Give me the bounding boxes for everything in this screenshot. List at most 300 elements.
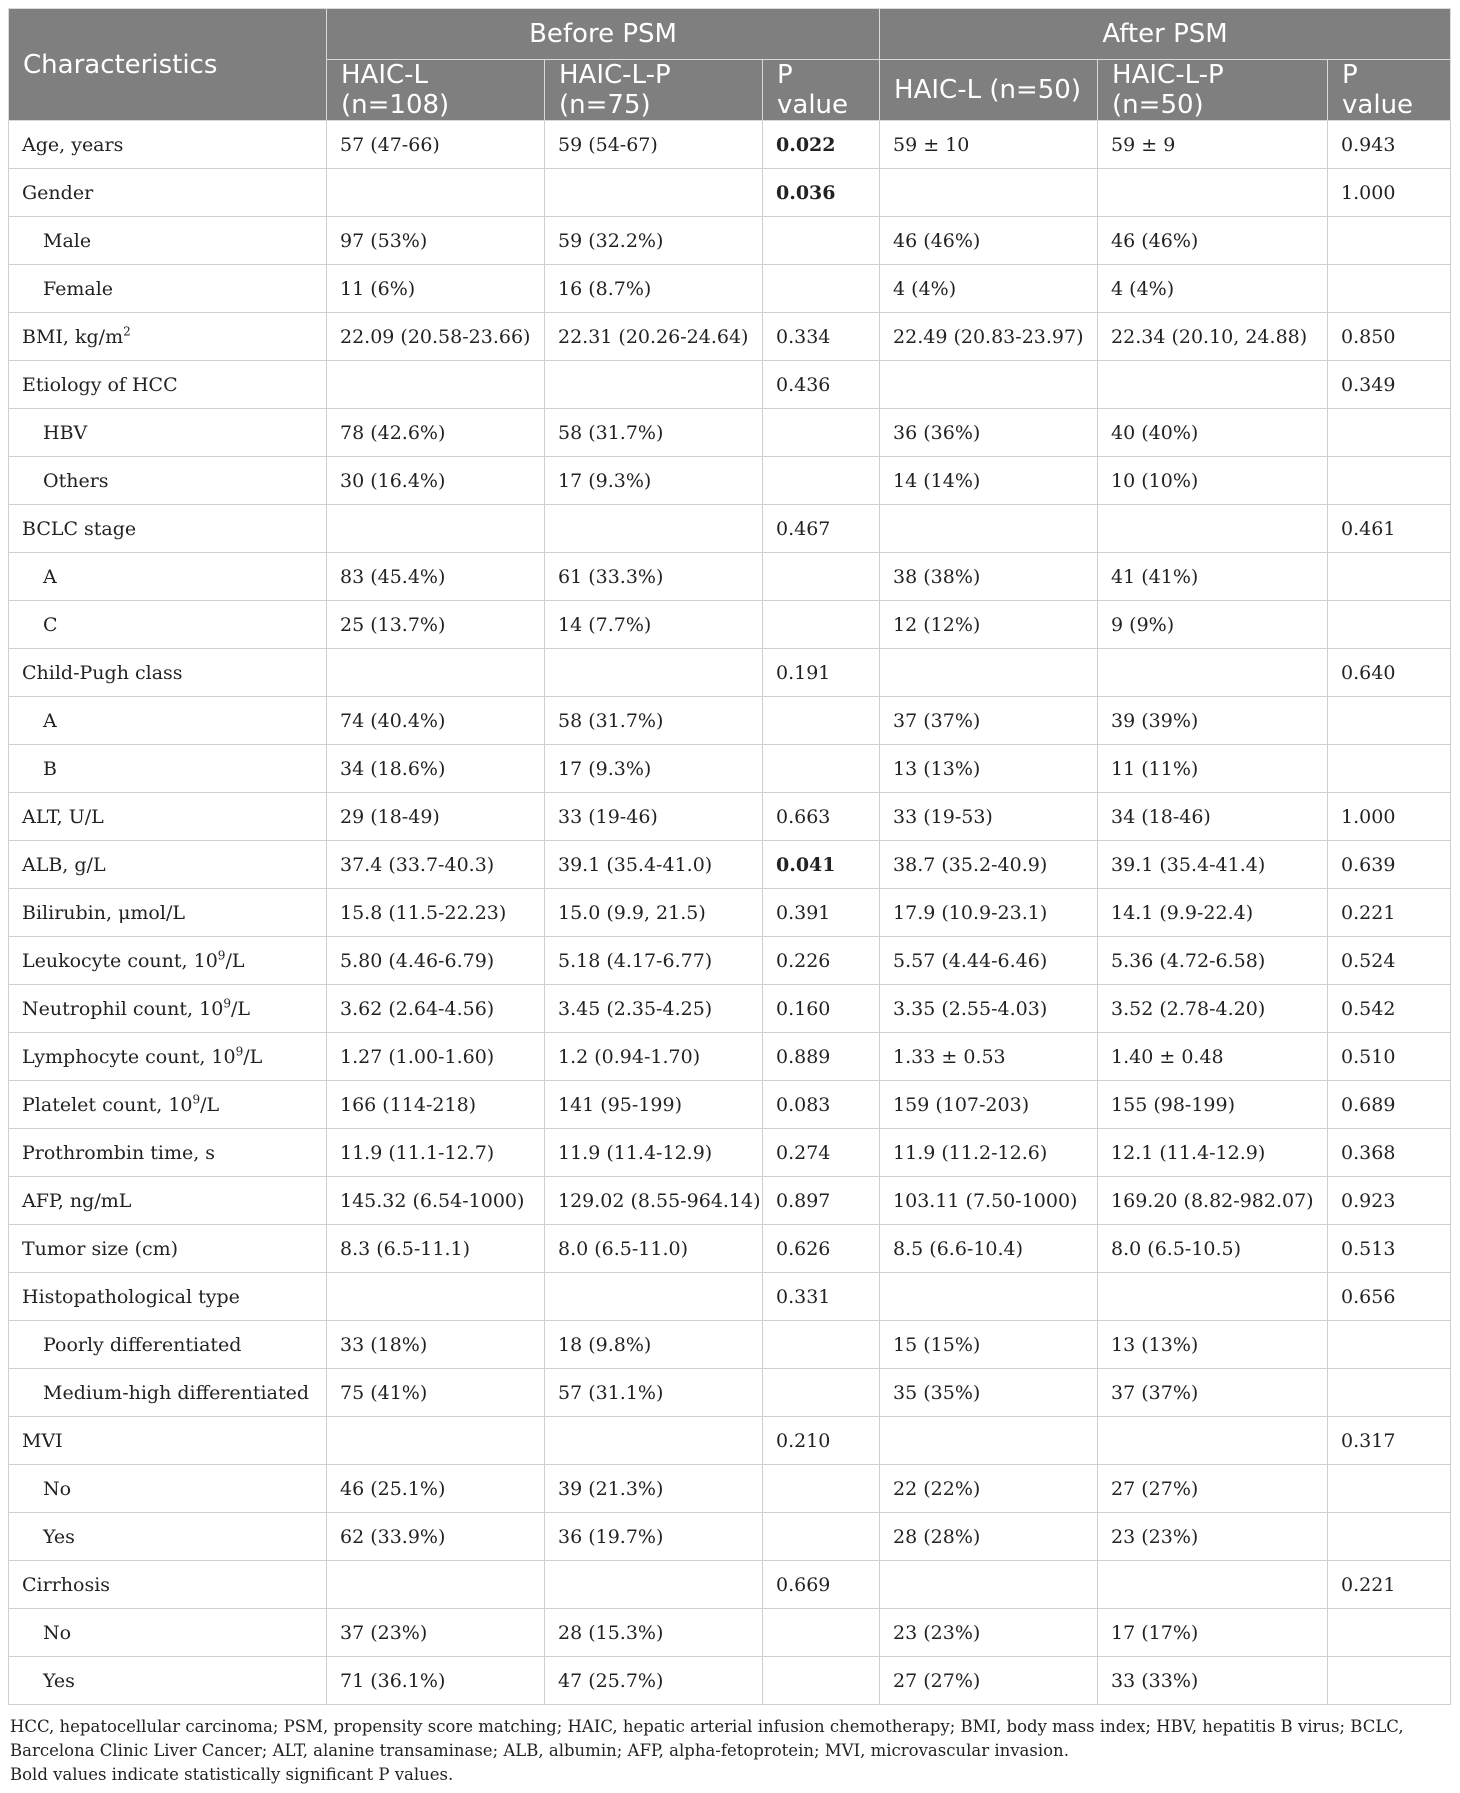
bold-values-note: Bold values indicate statistically significant P values. [10,1765,454,1784]
cell-before-haic-l-p: 59 (54-67) [545,121,763,169]
cell-after-p-value [1328,1465,1451,1513]
cell-before-p-value [763,265,880,313]
table-row [9,1177,1451,1225]
row-label-text: Histopathological type [22,1285,240,1308]
cell-after-p-value: 0.656 [1328,1273,1451,1321]
cell-before-p-value: 0.210 [763,1417,880,1465]
cell-after-p-value: 0.461 [1328,505,1451,553]
cell-before-p-value: 0.041 [763,841,880,889]
cell-after-p-value: 0.513 [1328,1225,1451,1273]
cell-before-haic-l-p [545,1273,763,1321]
cell-before-p-value [763,1465,880,1513]
cell-after-haic-l-p [1098,1273,1328,1321]
row-label-text: ALT, U/L [22,805,104,828]
header-before-p-value: P value [763,60,880,121]
table-row [9,649,1451,697]
cell-before-p-value [763,601,880,649]
cell-after-p-value [1328,409,1451,457]
row-label [9,217,327,265]
cell-after-p-value: 1.000 [1328,793,1451,841]
cell-after-haic-l: 8.5 (6.6-10.4) [880,1225,1098,1273]
cell-after-p-value: 0.349 [1328,361,1451,409]
row-label-unit: /L [230,997,250,1020]
cell-after-p-value [1328,1657,1451,1705]
cell-before-haic-l-p [545,169,763,217]
cell-after-haic-l: 38 (38%) [880,553,1098,601]
cell-after-haic-l: 38.7 (35.2-40.9) [880,841,1098,889]
table-header [9,9,1451,121]
row-label [9,649,327,697]
cell-after-p-value: 0.943 [1328,121,1451,169]
row-label-text: BMI, kg/m [22,325,124,348]
cell-after-haic-l: 23 (23%) [880,1609,1098,1657]
row-label-text: Medium-high differentiated [43,1381,309,1404]
cell-after-haic-l: 14 (14%) [880,457,1098,505]
cell-before-p-value: 0.331 [763,1273,880,1321]
row-label [9,121,327,169]
cell-before-haic-l: 37.4 (33.7-40.3) [327,841,545,889]
table-row [9,841,1451,889]
cell-before-p-value: 0.226 [763,937,880,985]
row-label-text: Prothrombin time, s [22,1141,216,1164]
cell-after-p-value [1328,1513,1451,1561]
table-container [8,8,1450,1787]
row-label [9,457,327,505]
cell-after-haic-l-p: 27 (27%) [1098,1465,1328,1513]
table-row [9,1465,1451,1513]
cell-after-p-value: 0.221 [1328,889,1451,937]
cell-before-haic-l-p: 22.31 (20.26-24.64) [545,313,763,361]
table-row [9,985,1451,1033]
cell-after-haic-l-p: 11 (11%) [1098,745,1328,793]
row-label [9,1081,327,1129]
cell-after-haic-l-p: 23 (23%) [1098,1513,1328,1561]
characteristics-table [8,8,1451,1705]
cell-after-haic-l-p [1098,505,1328,553]
row-label-text: Male [43,229,92,252]
cell-after-haic-l: 13 (13%) [880,745,1098,793]
row-label-text: AFP, ng/mL [22,1189,132,1212]
cell-after-haic-l-p: 5.36 (4.72-6.58) [1098,937,1328,985]
cell-before-p-value [763,1369,880,1417]
cell-after-haic-l-p: 14.1 (9.9-22.4) [1098,889,1328,937]
cell-after-p-value: 0.850 [1328,313,1451,361]
row-label-text: Tumor size (cm) [22,1237,179,1260]
table-row [9,1417,1451,1465]
cell-after-haic-l-p: 10 (10%) [1098,457,1328,505]
cell-before-haic-l-p: 17 (9.3%) [545,745,763,793]
row-label-superscript: 2 [123,324,131,339]
cell-before-haic-l: 11 (6%) [327,265,545,313]
row-label-text: Yes [43,1525,75,1548]
row-label [9,409,327,457]
cell-after-p-value: 0.640 [1328,649,1451,697]
row-label-unit: /L [225,949,245,972]
cell-after-p-value [1328,265,1451,313]
table-row [9,601,1451,649]
cell-before-haic-l [327,649,545,697]
cell-after-haic-l-p: 8.0 (6.5-10.5) [1098,1225,1328,1273]
cell-after-haic-l: 35 (35%) [880,1369,1098,1417]
cell-after-p-value: 0.689 [1328,1081,1451,1129]
row-label-text: No [43,1621,72,1644]
table-footnotes [8,1715,1450,1787]
cell-after-haic-l [880,169,1098,217]
cell-after-haic-l: 27 (27%) [880,1657,1098,1705]
row-label-text: Neutrophil count, 10 [22,997,224,1020]
table-row [9,793,1451,841]
cell-before-haic-l-p: 59 (32.2%) [545,217,763,265]
cell-before-haic-l: 34 (18.6%) [327,745,545,793]
cell-before-p-value [763,1609,880,1657]
row-label [9,553,327,601]
table-row [9,1561,1451,1609]
row-label-unit: /L [243,1045,263,1068]
cell-after-haic-l-p: 9 (9%) [1098,601,1328,649]
row-label-text: ALB, g/L [22,853,106,876]
cell-before-p-value: 0.160 [763,985,880,1033]
cell-after-haic-l: 3.35 (2.55-4.03) [880,985,1098,1033]
cell-before-haic-l-p: 5.18 (4.17-6.77) [545,937,763,985]
row-label [9,745,327,793]
cell-after-haic-l-p [1098,1417,1328,1465]
row-label [9,1225,327,1273]
header-after-psm: After PSM [880,9,1451,60]
cell-before-p-value [763,697,880,745]
cell-before-p-value [763,457,880,505]
cell-before-haic-l-p: 14 (7.7%) [545,601,763,649]
cell-after-haic-l: 103.11 (7.50-1000) [880,1177,1098,1225]
cell-before-p-value: 0.889 [763,1033,880,1081]
table-row [9,553,1451,601]
cell-before-p-value [763,745,880,793]
table-row [9,745,1451,793]
cell-before-haic-l-p: 36 (19.7%) [545,1513,763,1561]
cell-before-p-value: 0.436 [763,361,880,409]
table-row [9,1273,1451,1321]
cell-before-haic-l: 15.8 (11.5-22.23) [327,889,545,937]
cell-before-haic-l: 25 (13.7%) [327,601,545,649]
header-before-haic-l: HAIC-L (n=108) [327,60,545,121]
row-label-unit: /L [200,1093,220,1116]
cell-before-haic-l: 145.32 (6.54-1000) [327,1177,545,1225]
cell-after-haic-l-p [1098,1561,1328,1609]
cell-before-haic-l [327,505,545,553]
row-label-text: C [43,613,58,636]
cell-after-haic-l [880,505,1098,553]
cell-before-p-value [763,1513,880,1561]
cell-after-haic-l-p: 155 (98-199) [1098,1081,1328,1129]
row-label-text: BCLC stage [22,517,137,540]
cell-before-p-value: 0.663 [763,793,880,841]
cell-after-p-value: 0.542 [1328,985,1451,1033]
row-label-text: Etiology of HCC [22,373,178,396]
cell-before-haic-l-p: 33 (19-46) [545,793,763,841]
cell-after-haic-l-p: 39.1 (35.4-41.4) [1098,841,1328,889]
table-body [9,121,1451,1705]
table-row [9,361,1451,409]
cell-after-p-value [1328,745,1451,793]
cell-after-haic-l: 4 (4%) [880,265,1098,313]
cell-before-p-value: 0.191 [763,649,880,697]
cell-after-haic-l-p [1098,649,1328,697]
table-row [9,457,1451,505]
cell-after-haic-l: 12 (12%) [880,601,1098,649]
cell-after-haic-l-p: 169.20 (8.82-982.07) [1098,1177,1328,1225]
row-label-superscript: 9 [235,1044,244,1059]
cell-after-haic-l-p [1098,169,1328,217]
cell-after-p-value: 0.368 [1328,1129,1451,1177]
cell-after-haic-l: 5.57 (4.44-6.46) [880,937,1098,985]
row-label-text: No [43,1477,72,1500]
cell-before-p-value: 0.334 [763,313,880,361]
row-label [9,1609,327,1657]
cell-before-haic-l-p: 11.9 (11.4-12.9) [545,1129,763,1177]
cell-before-haic-l: 75 (41%) [327,1369,545,1417]
cell-before-haic-l [327,1273,545,1321]
cell-before-haic-l [327,1561,545,1609]
header-before-haic-l-p: HAIC-L-P (n=75) [545,60,763,121]
cell-before-haic-l-p: 28 (15.3%) [545,1609,763,1657]
cell-after-p-value: 0.510 [1328,1033,1451,1081]
cell-before-haic-l: 166 (114-218) [327,1081,545,1129]
row-label [9,361,327,409]
cell-before-haic-l-p: 39.1 (35.4-41.0) [545,841,763,889]
row-label-superscript: 9 [217,948,226,963]
cell-after-haic-l-p: 41 (41%) [1098,553,1328,601]
cell-after-haic-l-p: 4 (4%) [1098,265,1328,313]
row-label [9,841,327,889]
header-after-haic-l-p: HAIC-L-P (n=50) [1098,60,1328,121]
cell-before-haic-l: 30 (16.4%) [327,457,545,505]
cell-after-haic-l-p: 3.52 (2.78-4.20) [1098,985,1328,1033]
cell-after-haic-l: 33 (19-53) [880,793,1098,841]
row-label-text: MVI [22,1429,63,1452]
table-row [9,1513,1451,1561]
row-label [9,313,327,361]
row-label-text: Others [43,469,109,492]
cell-before-haic-l: 5.80 (4.46-6.79) [327,937,545,985]
row-label [9,889,327,937]
table-row [9,1033,1451,1081]
table-row [9,1369,1451,1417]
cell-before-haic-l-p: 61 (33.3%) [545,553,763,601]
table-row [9,1129,1451,1177]
cell-before-haic-l: 37 (23%) [327,1609,545,1657]
table-row [9,1321,1451,1369]
cell-before-haic-l-p: 57 (31.1%) [545,1369,763,1417]
cell-after-haic-l-p: 13 (13%) [1098,1321,1328,1369]
cell-before-haic-l-p: 18 (9.8%) [545,1321,763,1369]
cell-before-haic-l: 22.09 (20.58-23.66) [327,313,545,361]
cell-after-p-value [1328,1369,1451,1417]
row-label [9,697,327,745]
cell-before-haic-l: 33 (18%) [327,1321,545,1369]
cell-before-haic-l: 97 (53%) [327,217,545,265]
row-label-text: Gender [22,181,94,204]
table-row [9,1081,1451,1129]
cell-after-haic-l-p: 1.40 ± 0.48 [1098,1033,1328,1081]
cell-before-haic-l: 46 (25.1%) [327,1465,545,1513]
cell-before-haic-l: 8.3 (6.5-11.1) [327,1225,545,1273]
cell-before-haic-l: 83 (45.4%) [327,553,545,601]
cell-after-haic-l: 46 (46%) [880,217,1098,265]
cell-before-haic-l-p: 17 (9.3%) [545,457,763,505]
cell-before-p-value [763,409,880,457]
table-row [9,409,1451,457]
cell-before-haic-l-p: 129.02 (8.55-964.14) [545,1177,763,1225]
cell-before-p-value: 0.626 [763,1225,880,1273]
cell-before-p-value: 0.897 [763,1177,880,1225]
header-characteristics: Characteristics [9,9,327,121]
cell-after-haic-l: 36 (36%) [880,409,1098,457]
cell-before-haic-l-p [545,505,763,553]
cell-before-haic-l [327,169,545,217]
cell-before-p-value: 0.274 [763,1129,880,1177]
cell-after-p-value: 0.221 [1328,1561,1451,1609]
row-label-text: Age, years [22,133,124,156]
cell-before-haic-l: 62 (33.9%) [327,1513,545,1561]
cell-after-p-value [1328,457,1451,505]
cell-before-p-value [763,1321,880,1369]
table-row [9,1609,1451,1657]
row-label-text: B [43,757,57,780]
row-label-superscript: 9 [192,1092,201,1107]
cell-before-haic-l-p [545,1417,763,1465]
cell-before-haic-l-p: 39 (21.3%) [545,1465,763,1513]
cell-after-haic-l: 37 (37%) [880,697,1098,745]
cell-after-haic-l: 17.9 (10.9-23.1) [880,889,1098,937]
header-before-psm: Before PSM [327,9,880,60]
cell-before-haic-l-p [545,1561,763,1609]
cell-before-p-value: 0.391 [763,889,880,937]
cell-after-haic-l: 159 (107-203) [880,1081,1098,1129]
cell-after-haic-l: 22.49 (20.83-23.97) [880,313,1098,361]
cell-after-haic-l: 15 (15%) [880,1321,1098,1369]
cell-before-haic-l-p: 16 (8.7%) [545,265,763,313]
table-row [9,937,1451,985]
cell-before-haic-l: 29 (18-49) [327,793,545,841]
cell-before-haic-l-p: 15.0 (9.9, 21.5) [545,889,763,937]
row-label-text: Lymphocyte count, 10 [22,1045,236,1068]
abbreviations-note: HCC, hepatocellular carcinoma; PSM, propensity score matching; HAIC, hepatic arterial infusion chemotherapy; BMI, body mass index; HBV, hepatitis B virus; BCLC, Barcelona Clinic Liver Cancer; ALT, alanine transaminase; ALB, albumin; AFP, alpha-fetoprotein; MVI, microvascular invasion. [10,1717,1404,1760]
cell-before-p-value: 0.022 [763,121,880,169]
cell-before-haic-l: 78 (42.6%) [327,409,545,457]
row-label [9,1321,327,1369]
table-row [9,1657,1451,1705]
cell-before-haic-l-p: 58 (31.7%) [545,409,763,457]
cell-after-p-value: 1.000 [1328,169,1451,217]
cell-after-haic-l [880,1417,1098,1465]
table-row [9,1225,1451,1273]
cell-after-haic-l [880,1273,1098,1321]
table-row [9,889,1451,937]
cell-after-p-value [1328,601,1451,649]
row-label [9,1129,327,1177]
cell-after-haic-l-p: 33 (33%) [1098,1657,1328,1705]
table-row [9,697,1451,745]
cell-after-haic-l-p: 12.1 (11.4-12.9) [1098,1129,1328,1177]
cell-after-haic-l: 59 ± 10 [880,121,1098,169]
table-row [9,313,1451,361]
cell-after-haic-l-p: 17 (17%) [1098,1609,1328,1657]
cell-before-haic-l: 71 (36.1%) [327,1657,545,1705]
cell-after-haic-l-p: 37 (37%) [1098,1369,1328,1417]
cell-after-haic-l-p [1098,361,1328,409]
cell-after-p-value: 0.639 [1328,841,1451,889]
table-row [9,265,1451,313]
cell-before-p-value [763,1657,880,1705]
cell-before-haic-l: 57 (47-66) [327,121,545,169]
cell-after-haic-l-p: 22.34 (20.10, 24.88) [1098,313,1328,361]
cell-after-haic-l-p: 40 (40%) [1098,409,1328,457]
cell-before-haic-l: 74 (40.4%) [327,697,545,745]
row-label [9,169,327,217]
cell-before-haic-l-p: 8.0 (6.5-11.0) [545,1225,763,1273]
row-label [9,505,327,553]
cell-after-haic-l-p: 46 (46%) [1098,217,1328,265]
table-row [9,217,1451,265]
cell-before-haic-l [327,361,545,409]
cell-before-haic-l-p: 141 (95-199) [545,1081,763,1129]
row-label-text: HBV [43,421,88,444]
cell-after-haic-l-p: 34 (18-46) [1098,793,1328,841]
row-label-text: Platelet count, 10 [22,1093,193,1116]
row-label-text: Child-Pugh class [22,661,183,684]
cell-before-haic-l [327,1417,545,1465]
cell-after-haic-l: 22 (22%) [880,1465,1098,1513]
cell-before-haic-l-p: 1.2 (0.94-1.70) [545,1033,763,1081]
row-label [9,937,327,985]
cell-after-p-value [1328,217,1451,265]
cell-after-haic-l [880,649,1098,697]
cell-after-haic-l: 11.9 (11.2-12.6) [880,1129,1098,1177]
row-label-text: Cirrhosis [22,1573,111,1596]
row-label [9,793,327,841]
cell-after-p-value [1328,1321,1451,1369]
row-label [9,1561,327,1609]
cell-before-haic-l-p: 58 (31.7%) [545,697,763,745]
row-label [9,601,327,649]
row-label [9,1513,327,1561]
row-label-text: Poorly differentiated [43,1333,242,1356]
cell-before-p-value: 0.669 [763,1561,880,1609]
row-label-text: A [43,565,57,588]
header-after-haic-l: HAIC-L (n=50) [880,60,1098,121]
row-label [9,1417,327,1465]
cell-before-p-value: 0.467 [763,505,880,553]
cell-after-haic-l-p: 39 (39%) [1098,697,1328,745]
row-label-text: Yes [43,1669,75,1692]
row-label [9,1273,327,1321]
cell-after-haic-l: 1.33 ± 0.53 [880,1033,1098,1081]
cell-after-haic-l [880,1561,1098,1609]
cell-before-p-value: 0.083 [763,1081,880,1129]
cell-before-haic-l-p [545,649,763,697]
cell-after-p-value: 0.317 [1328,1417,1451,1465]
row-label [9,1465,327,1513]
row-label [9,1033,327,1081]
table-row [9,505,1451,553]
cell-before-haic-l: 11.9 (11.1-12.7) [327,1129,545,1177]
cell-after-p-value [1328,1609,1451,1657]
cell-after-p-value: 0.923 [1328,1177,1451,1225]
row-label-superscript: 9 [223,996,231,1011]
cell-before-p-value [763,553,880,601]
cell-after-p-value [1328,553,1451,601]
cell-before-haic-l: 1.27 (1.00-1.60) [327,1033,545,1081]
cell-before-haic-l-p: 47 (25.7%) [545,1657,763,1705]
